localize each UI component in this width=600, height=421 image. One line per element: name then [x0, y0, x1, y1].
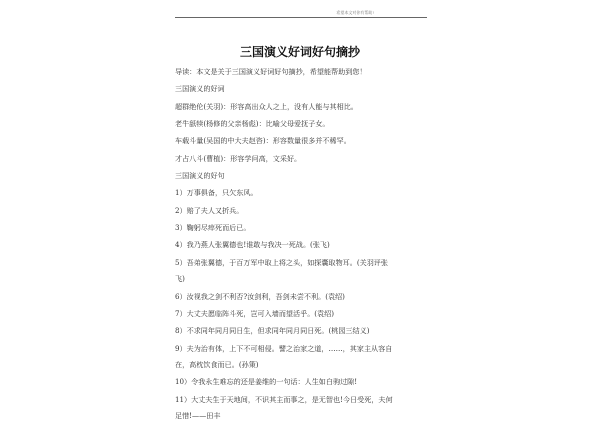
section-heading-words: 三国演义的好词	[175, 84, 225, 94]
sentence-entry: 1）万事俱备，只欠东风。	[175, 188, 258, 198]
word-entry: 老牛舐犊(杨修的父亲杨彪)：比喻父母爱抚子女。	[175, 119, 330, 129]
word-entry: 超群绝伦(关羽)：形容高出众人之上，没有人能与其相比。	[175, 101, 358, 111]
sentence-entry: 3）鞠躬尽瘁死而后已。	[175, 223, 251, 233]
sentence-entry: 11）大丈夫生于天地间，不识其主而事之，是无智也!今日受死，夫何	[175, 394, 393, 404]
sentence-entry: 4）我乃燕人张翼德也!谁敢与我决一死战。(张飞)	[175, 240, 330, 250]
sentence-entry: 5）吾弟张翼德，于百万军中取上将之头，如探囊取物耳。(关羽评张	[175, 257, 388, 267]
header-rule	[175, 17, 427, 18]
section-heading-sentences: 三国演义的好句	[175, 171, 225, 181]
sentence-entry: 8）不求同年同月同日生，但求同年同月同日死。(桃园三结义)	[175, 326, 370, 336]
word-entry: 才占八斗(曹植)：形容学问高，文采好。	[175, 153, 302, 163]
sentence-entry: 2）赔了夫人又折兵。	[175, 205, 244, 215]
intro-paragraph: 导读：本文是关于三国演义好词好句摘抄，希望能帮助到您！	[175, 67, 367, 76]
sentence-entry: 9）夫为治有体，上下不可相侵。譬之治家之道，……，其家主从容自	[175, 343, 393, 353]
sentence-entry: 6）汝视我之剑不利否?汝剑利，吾剑未尝不利。(袁绍)	[175, 291, 345, 301]
sentence-entry-continued: 飞)	[175, 274, 185, 284]
sentence-entry-continued: 在，高枕饮食而已。(孙策)	[175, 359, 259, 369]
word-entry: 车载斗量(吴国的中大夫赵咨)：形容数量很多并不稀罕。	[175, 136, 351, 146]
page-title: 三国演义好词好句摘抄	[239, 45, 360, 59]
document-body	[175, 67, 411, 421]
sentence-entry: 10）令我永生难忘的还是姜维的一句话：人生如白驹过隙!	[175, 377, 358, 387]
sentence-entry-continued: 足惜!——田丰	[175, 411, 221, 421]
sentence-entry: 7）大丈夫愿临阵斗死，岂可入墙而望活乎。(袁绍)	[175, 308, 335, 318]
header-note: 希望本文对你有帮助!	[336, 10, 374, 15]
